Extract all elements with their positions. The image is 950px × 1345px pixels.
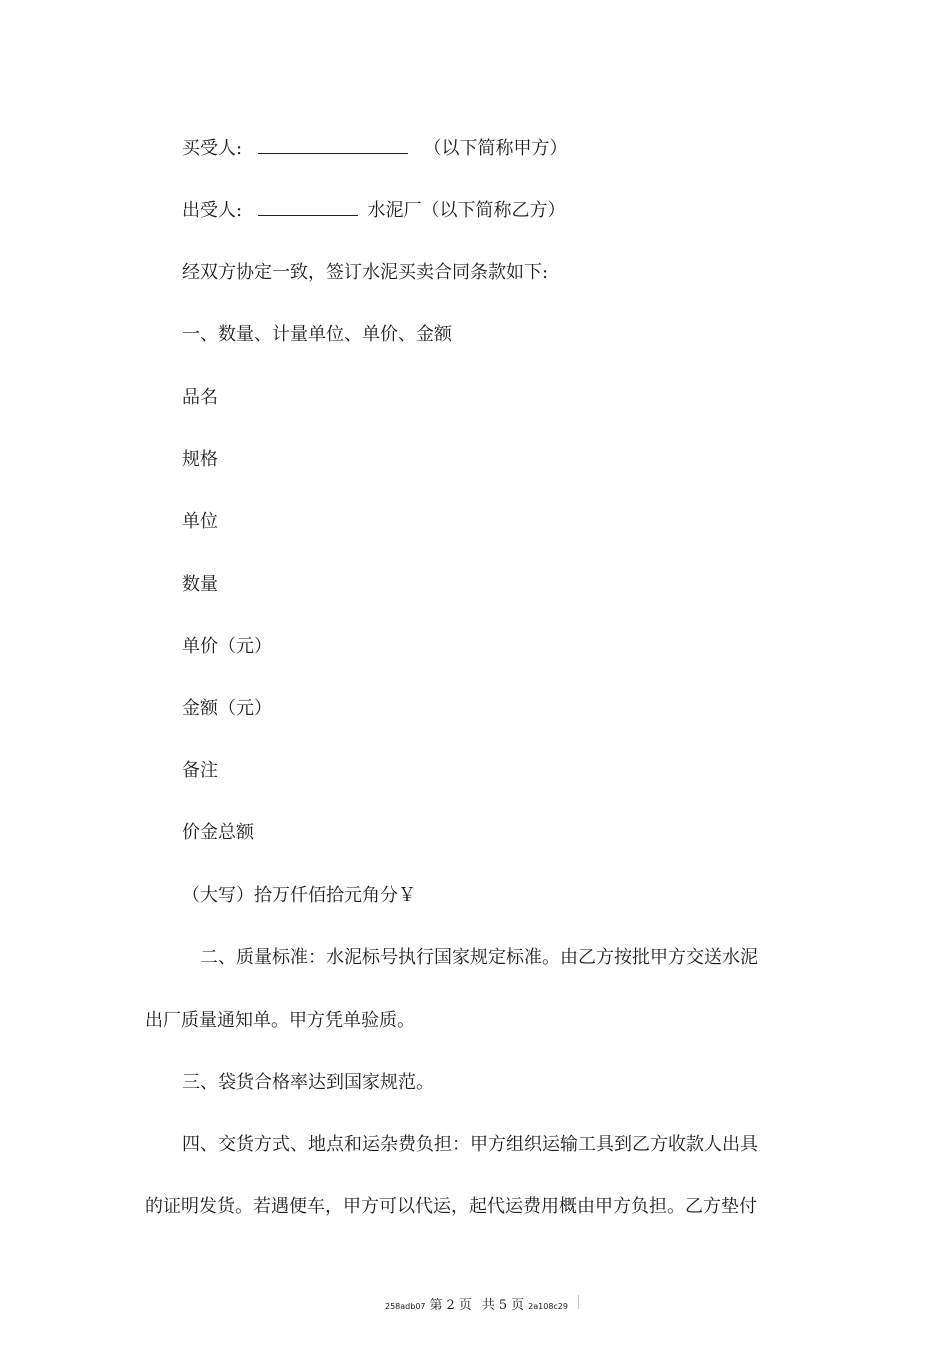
buyer-line [182, 138, 568, 160]
contract-intro: 经双方协定一致，签订水泥买卖合同条款如下: [182, 262, 549, 283]
field-unit: 单位 [182, 511, 218, 532]
footer-total-prefix: 共 [481, 1298, 495, 1313]
field-total-price: 价金总额 [182, 822, 254, 843]
buyer-label: 买受人: [182, 138, 243, 159]
field-product-name: 品名 [182, 387, 218, 408]
section1-title: 一、数量、计量单位、单价、金额 [182, 324, 452, 345]
footer-divider [578, 1295, 579, 1309]
footer-total-pages: 5 [498, 1298, 508, 1313]
footer-total-unit: 页 [511, 1298, 525, 1313]
field-remarks: 备注 [182, 760, 218, 781]
page-footer [385, 1295, 579, 1315]
buyer-blank [258, 139, 408, 154]
seller-suffix: 水泥厂（以下简称乙方） [367, 200, 566, 221]
section4-line2: 的证明发货。若遇便车，甲方可以代运，起代运费用概由甲方负担。乙方垫付 [145, 1196, 757, 1217]
seller-blank [258, 201, 358, 216]
section3: 三、袋货合格率达到国家规范。 [182, 1072, 434, 1093]
section2-line1: 二、质量标准：水泥标号执行国家规定标准。由乙方按批甲方交送水泥 [200, 947, 758, 968]
seller-line [182, 200, 566, 222]
field-specification: 规格 [182, 449, 218, 470]
footer-page-number: 2 [446, 1298, 455, 1313]
section2-line2: 出厂质量通知单。甲方凭单验质。 [145, 1010, 415, 1031]
seller-label: 出受人: [182, 200, 243, 221]
footer-left-code: 258adb07 [385, 1302, 426, 1311]
buyer-suffix: （以下简称甲方） [423, 138, 568, 159]
footer-page-prefix: 第 [429, 1298, 443, 1313]
field-quantity: 数量 [182, 574, 218, 595]
field-unit-price: 单价（元） [182, 636, 272, 657]
footer-page-unit: 页 [458, 1298, 472, 1313]
footer-right-code: 2a108c29 [528, 1302, 568, 1311]
field-amount: 金额（元） [182, 698, 272, 719]
amount-in-words: （大写）拾万仟佰拾元角分￥ [182, 885, 416, 906]
section4-line1: 四、交货方式、地点和运杂费负担：甲方组织运输工具到乙方收款人出具 [182, 1134, 758, 1155]
